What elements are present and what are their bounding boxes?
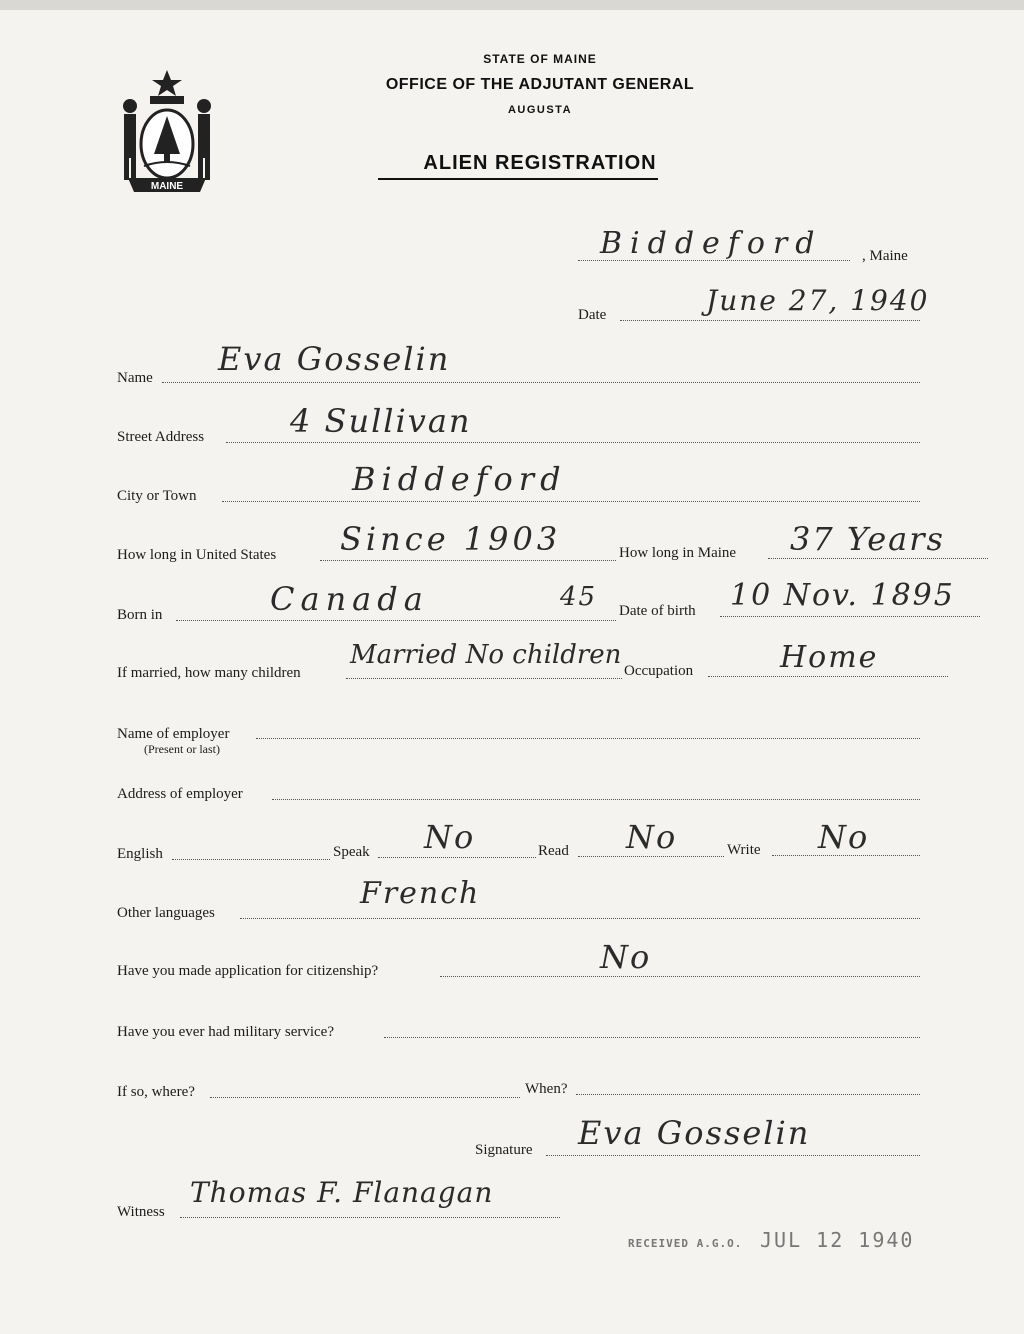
header-state: STATE OF MAINE (483, 52, 597, 66)
born-in-line (176, 620, 616, 621)
born-in-label: Born in (117, 607, 163, 623)
citizenship-value: No (600, 938, 652, 976)
employer-address-label: Address of employer (117, 786, 243, 802)
svg-text:MAINE: MAINE (150, 181, 184, 192)
born-in-value: Canada (270, 580, 429, 618)
employer-name-note: (Present or last) (144, 742, 220, 756)
age-value: 45 (560, 582, 598, 612)
married-children-value: Married No children (350, 640, 622, 670)
speak-line (378, 857, 536, 858)
write-label: Write (727, 842, 761, 858)
occupation-value: Home (780, 640, 879, 675)
witness-value: Thomas F. Flanagan (190, 1176, 494, 1209)
date-label: Date (578, 307, 607, 323)
city-value: Biddeford (352, 460, 567, 498)
how-long-us-label: How long in United States (117, 547, 277, 563)
title-underline (378, 178, 658, 180)
married-children-line (346, 678, 622, 679)
received-stamp (628, 1228, 914, 1252)
city-line (222, 501, 920, 502)
how-long-maine-label: How long in Maine (619, 545, 737, 561)
received-stamp-label: RECEIVED A.G.O. (628, 1237, 743, 1250)
how-long-us-value: Since 1903 (340, 520, 562, 558)
employer-name-label: Name of employer (117, 726, 230, 742)
place-value: Biddeford (600, 226, 823, 261)
street-address-label: Street Address (117, 429, 205, 445)
if-so-where-label: If so, where? (117, 1084, 195, 1100)
street-address-line (226, 442, 920, 443)
date-value: June 27, 1940 (706, 284, 930, 317)
citizenship-line (440, 976, 920, 977)
place-suffix-label: , Maine (862, 248, 908, 264)
write-value: No (818, 818, 870, 856)
when-line (576, 1094, 920, 1095)
date-of-birth-value: 10 Nov. 1895 (730, 578, 955, 613)
maine-state-seal-icon (112, 66, 222, 196)
when-label: When? (525, 1081, 568, 1097)
witness-label: Witness (117, 1204, 165, 1220)
signature-label: Signature (475, 1142, 533, 1158)
date-of-birth-label: Date of birth (619, 603, 696, 619)
other-languages-line (240, 918, 920, 919)
name-value: Eva Gosselin (218, 340, 451, 378)
read-value: No (626, 818, 678, 856)
header-office: OFFICE OF THE ADJUTANT GENERAL (385, 76, 695, 93)
military-label: Have you ever had military service? (117, 1024, 334, 1040)
occupation-line (708, 676, 948, 677)
employer-name-line (256, 738, 920, 739)
date-of-birth-line (720, 616, 980, 617)
name-label: Name (117, 370, 153, 386)
other-languages-label: Other languages (117, 905, 215, 921)
scan-edge (0, 0, 1024, 10)
date-line (620, 320, 920, 321)
witness-line (180, 1217, 560, 1218)
read-label: Read (538, 843, 569, 859)
english-line (172, 859, 330, 860)
how-long-us-line (320, 560, 616, 561)
citizenship-label: Have you made application for citizenship? (117, 963, 379, 979)
how-long-maine-value: 37 Years (790, 520, 945, 558)
married-children-label: If married, how many children (117, 665, 301, 681)
city-label: City or Town (117, 488, 197, 504)
name-line (162, 382, 920, 383)
received-stamp-date: JUL 12 1940 (759, 1228, 915, 1252)
occupation-label: Occupation (624, 663, 694, 679)
other-languages-value: French (360, 876, 481, 911)
read-line (578, 856, 724, 857)
military-line (384, 1037, 920, 1038)
if-so-where-line (210, 1097, 520, 1098)
header-city: AUGUSTA (507, 104, 573, 116)
speak-label: Speak (333, 844, 370, 860)
english-label: English (117, 846, 163, 862)
signature-value: Eva Gosselin (578, 1114, 811, 1152)
employer-address-line (272, 799, 920, 800)
street-address-value: 4 Sullivan (290, 402, 472, 440)
form-title: ALIEN REGISTRATION (423, 152, 657, 174)
signature-line (546, 1155, 920, 1156)
speak-value: No (424, 818, 476, 856)
how-long-maine-line (768, 558, 988, 559)
